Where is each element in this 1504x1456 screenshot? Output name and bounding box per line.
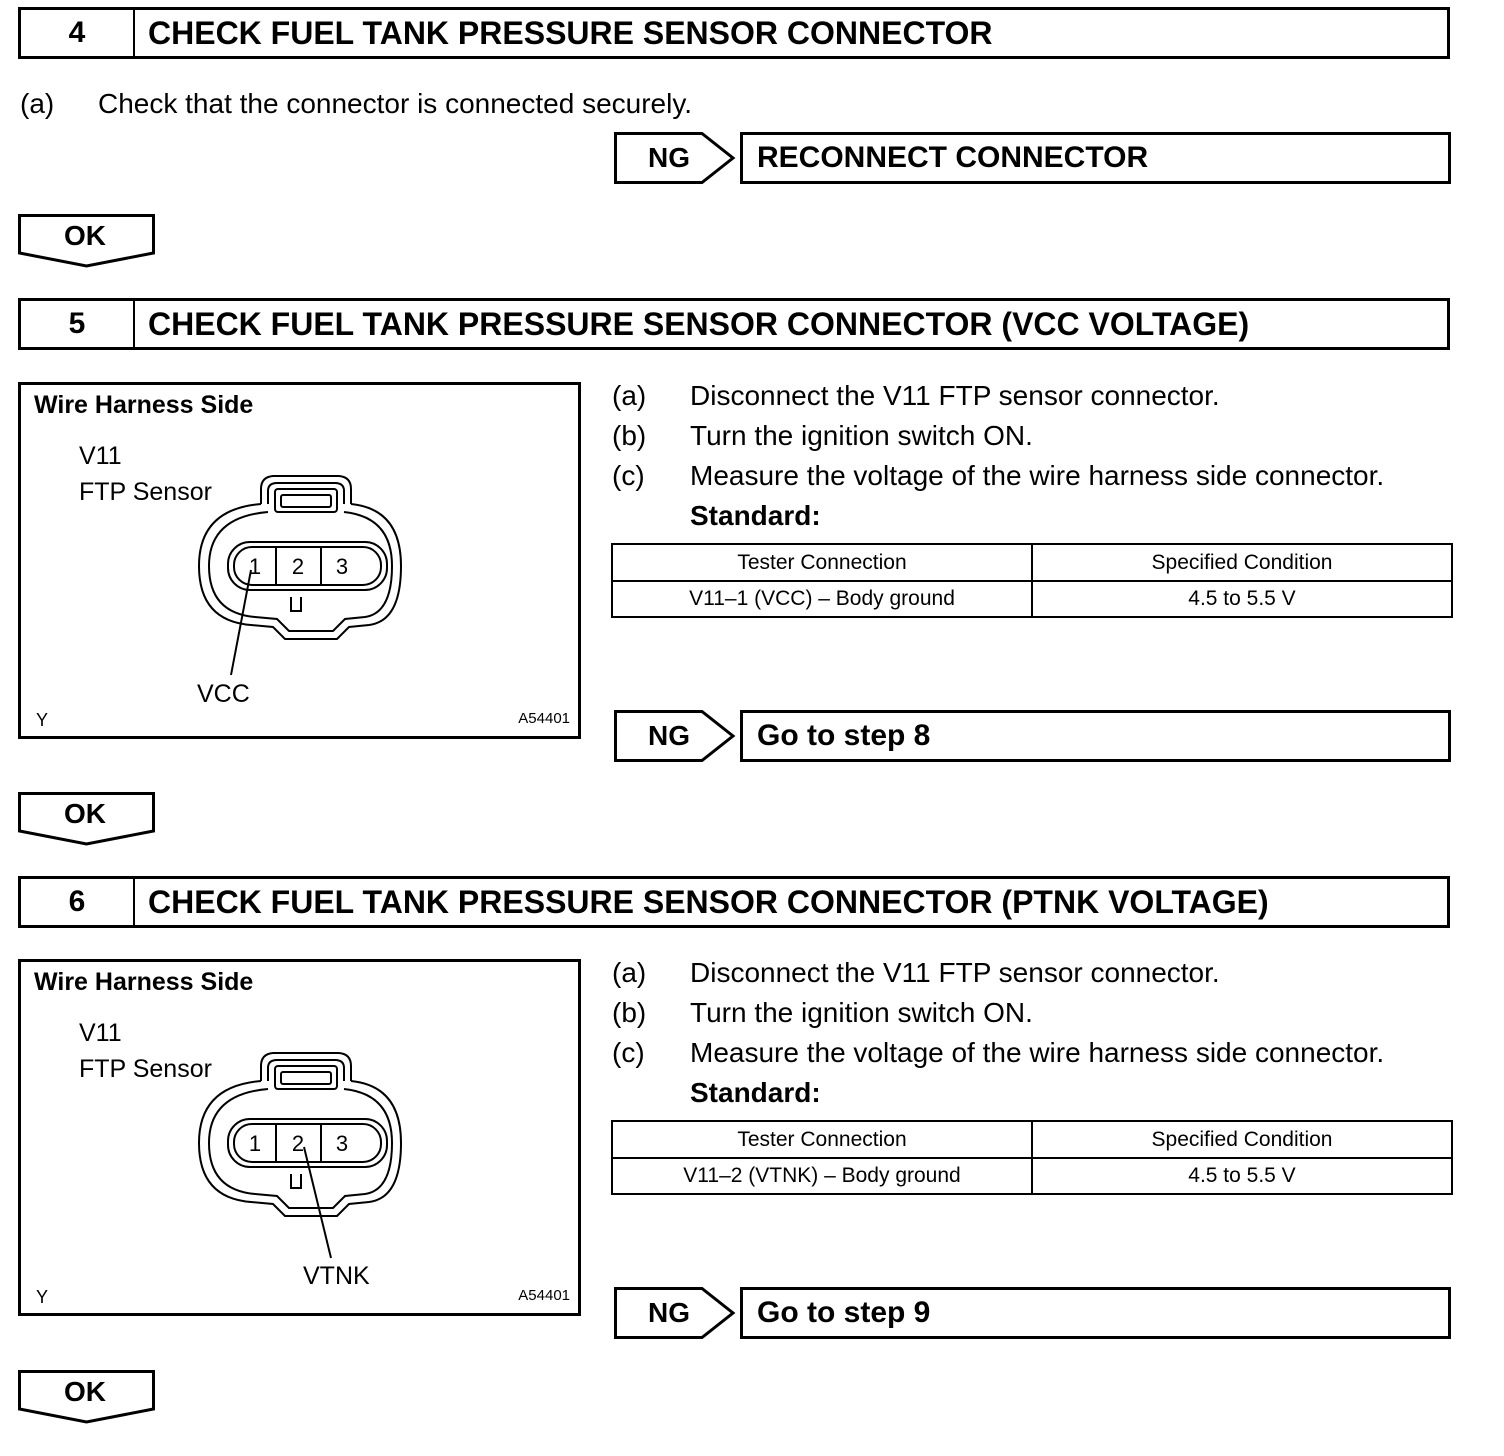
figure-code: A54401 [518,1287,570,1304]
ng-label: NG [648,720,690,751]
step-5-header [18,298,1450,350]
connector-drawing [21,385,578,736]
column-header: Specified Condition [1032,1121,1452,1158]
ng-result-box: RECONNECT CONNECTOR [740,132,1451,184]
table-cell: V11–2 (VTNK) – Body ground [612,1158,1032,1194]
standard-label: Standard: [690,500,821,531]
step-6-header [18,876,1450,928]
instruction-text: Check that the connector is connected securely. [98,88,693,119]
corner-code: Y [36,710,49,730]
table-header-row [612,544,1452,581]
standard-label: Standard: [690,1077,821,1108]
instruction-label: (b) [612,997,647,1028]
step-title: CHECK FUEL TANK PRESSURE SENSOR CONNECTOR (VCC VOLTAGE) [148,305,1250,342]
ok-label: OK [64,798,106,829]
pin-2-label: 2 [291,1131,305,1156]
instruction-text: Measure the voltage of the wire harness side connector. [690,1037,1385,1068]
step-number: 5 [21,301,135,347]
column-header: Tester Connection [612,1121,1032,1158]
terminal-label: VCC [197,680,250,708]
figure-code: A54401 [518,710,570,727]
pin-1-label: 1 [248,554,262,579]
table-row [612,1158,1452,1194]
pin-3-label: 3 [335,554,349,579]
diagram-title: Wire Harness Side [34,391,254,419]
instruction-text: Measure the voltage of the wire harness side connector. [690,460,1385,491]
corner-code: Y [36,1287,49,1307]
spec-table [611,543,1453,618]
instruction-label: (a) [612,957,647,988]
terminal-label: VTNK [303,1262,370,1290]
table-cell: V11–1 (VCC) – Body ground [612,581,1032,617]
ng-result-box: Go to step 9 [740,1287,1451,1339]
instruction-text: Disconnect the V11 FTP sensor connector. [690,380,1220,411]
ng-arrow-tag [614,132,736,184]
spec-table [611,1120,1453,1195]
step-4-header [18,7,1450,59]
instruction-text: Turn the ignition switch ON. [690,997,1033,1028]
ok-arrow-tag [18,1370,156,1424]
instruction-text: Turn the ignition switch ON. [690,420,1033,451]
connector-diagram [18,959,581,1316]
instruction-label: (b) [612,420,647,451]
ng-result-box: Go to step 8 [740,710,1451,762]
pin-1-label: 1 [248,1131,262,1156]
connector-diagram [18,382,581,739]
diagram-title: Wire Harness Side [34,968,254,996]
ng-label: NG [648,142,690,173]
ok-arrow-tag [18,792,156,846]
connector-drawing [21,962,578,1313]
connector-id: V11 [79,1019,122,1047]
table-header-row [612,1121,1452,1158]
connector-id: V11 [79,442,122,470]
connector-name: FTP Sensor [79,1055,212,1083]
step-title: CHECK FUEL TANK PRESSURE SENSOR CONNECTOR [148,14,993,51]
ok-label: OK [64,220,106,251]
instruction-label: (c) [612,1037,645,1068]
column-header: Tester Connection [612,544,1032,581]
instruction-label: (c) [612,460,645,491]
pin-3-label: 3 [335,1131,349,1156]
step-number: 4 [21,10,135,56]
instruction-label: (a) [20,88,55,119]
step-title: CHECK FUEL TANK PRESSURE SENSOR CONNECTOR (PTNK VOLTAGE) [148,883,1269,920]
table-cell: 4.5 to 5.5 V [1032,581,1452,617]
step-number: 6 [21,879,135,925]
table-row [612,581,1452,617]
instruction-label: (a) [612,380,647,411]
table-cell: 4.5 to 5.5 V [1032,1158,1452,1194]
ng-arrow-tag [614,1287,736,1339]
ok-arrow-tag [18,214,156,268]
connector-name: FTP Sensor [79,478,212,506]
ng-label: NG [648,1297,690,1328]
column-header: Specified Condition [1032,544,1452,581]
ng-arrow-tag [614,710,736,762]
instruction-text: Disconnect the V11 FTP sensor connector. [690,957,1220,988]
ok-label: OK [64,1376,106,1407]
pin-2-label: 2 [291,554,305,579]
